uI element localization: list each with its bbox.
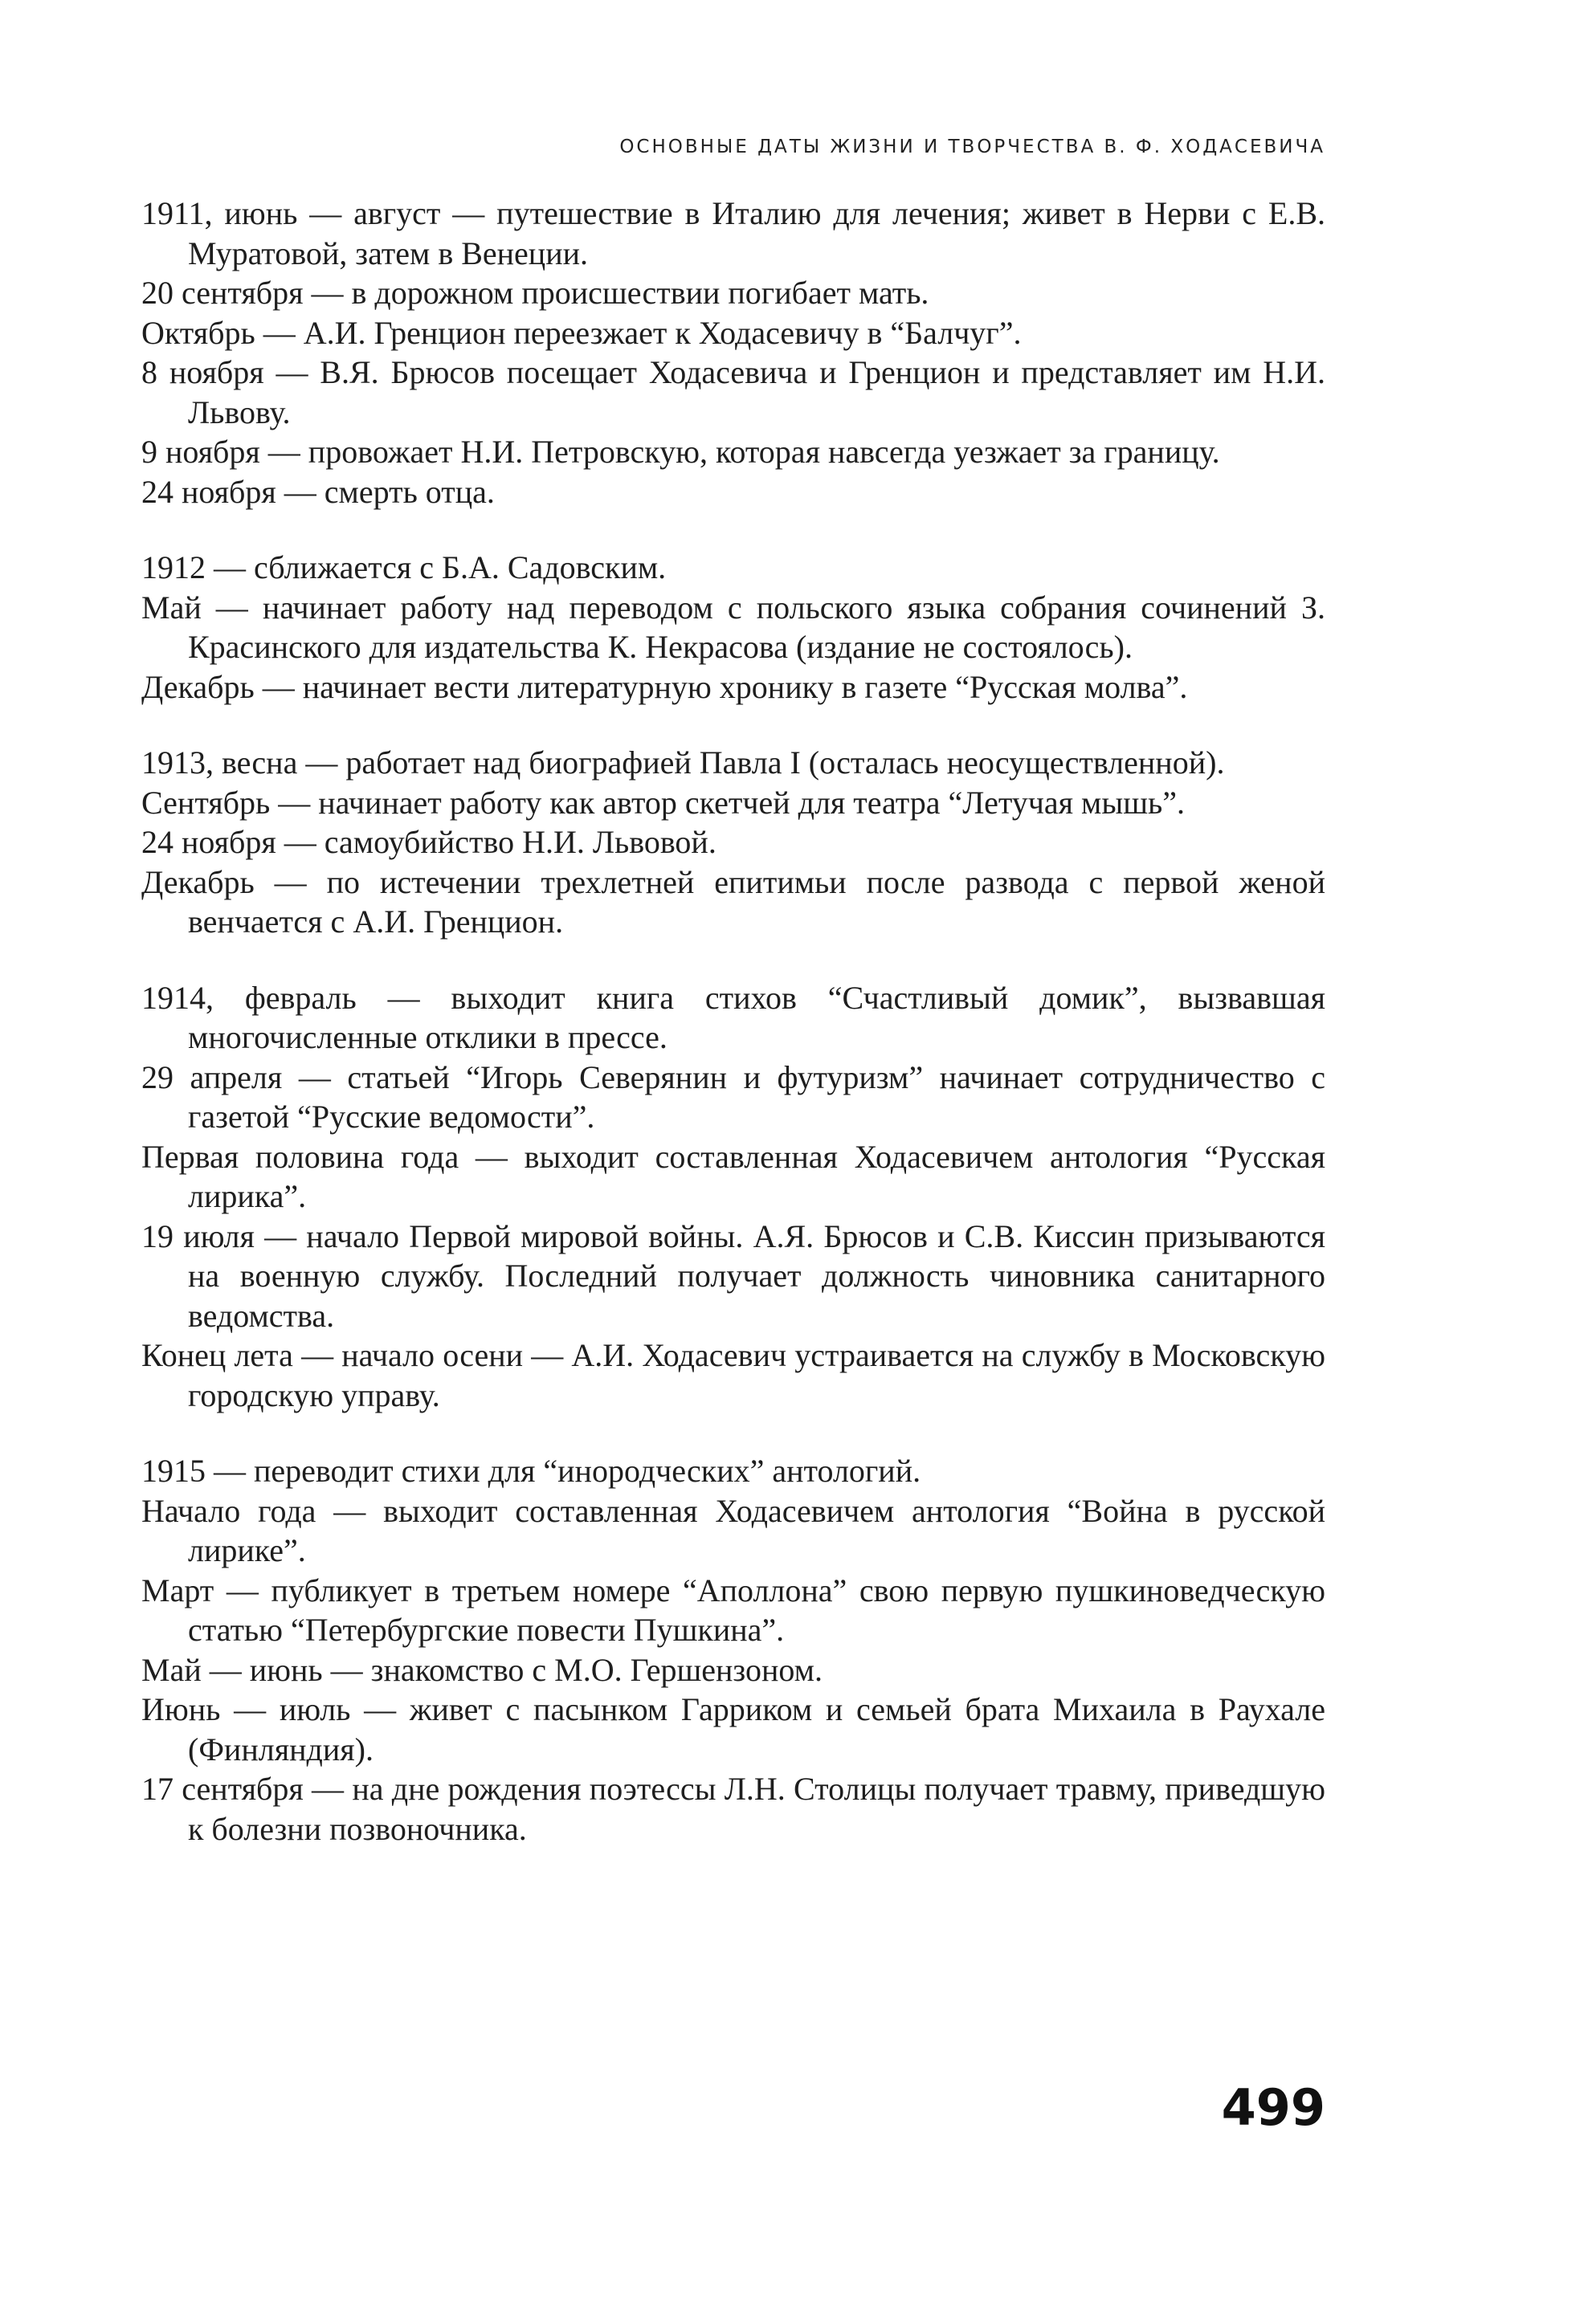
chronology-entry: Июнь — июль — живет с пасынком Гарриком и семьей брата Михаила в Раухале (Финляндия). (141, 1691, 1325, 1767)
chronology-entry: 1914, февраль — выходит книга стихов “Счастливый домик”, вызвавшая многочисленные отклики в прессе. (141, 979, 1325, 1055)
chronology-entry: Октябрь — А.И. Гренцион переезжает к Ходасевичу в “Балчуг”. (141, 314, 1022, 351)
chronology-entry: 1915 — переводит стихи для “инородческих” антологий. (141, 1453, 921, 1489)
chronology-entry: Декабрь — начинает вести литературную хронику в газете “Русская молва”. (141, 668, 1188, 705)
running-header: ОСНОВНЫЕ ДАТЫ ЖИЗНИ И ТВОРЧЕСТВА В. Ф. ХОДАСЕВИЧА (619, 137, 1325, 157)
chronology-entry: Май — июнь — знакомство с М.О. Гершензоном. (141, 1651, 823, 1688)
chronology-entry: 19 июля — начало Первой мировой войны. А.Я. Брюсов и С.В. Киссин призываются на военную службу. Последний получает должность чиновника санитарного ведомства. (141, 1217, 1325, 1334)
chronology-entry: 8 ноября — В.Я. Брюсов посещает Ходасевича и Гренцион и представляет им Н.И. Львову. (141, 354, 1325, 430)
chronology-entry: 29 апреля — статьей “Игорь Северянин и футуризм” начинает сотрудничество с газетой “Русские ведомости”. (141, 1058, 1325, 1135)
chronology-entry: 9 ноября — провожает Н.И. Петровскую, которая навсегда уезжает за границу. (141, 434, 1220, 470)
chronology-entry: 20 сентября — в дорожном происшествии погибает мать. (141, 275, 929, 311)
chronology-entry: 24 ноября — смерть отца. (141, 473, 495, 510)
chronology-entry: Май — начинает работу над переводом с польского языка собрания сочинений З. Красинского для издательства К. Некрасова (издание не состоялось). (141, 589, 1325, 665)
chronology-entry: Начало года — выходит составленная Ходасевичем антология “Война в русской лирике”. (141, 1492, 1325, 1568)
chronology-group-1911 (141, 194, 1325, 512)
chronology-entry: Конец лета — начало осени — А.И. Ходасевич устраивается на службу в Московскую городскую управу. (141, 1337, 1325, 1413)
chronology-entry: 1911, июнь — август — путешествие в Италию для лечения; живет в Нерви с Е.В. Муратовой, затем в Венеции. (141, 195, 1325, 271)
chronology-content (141, 194, 1325, 1885)
chronology-entry: Март — публикует в третьем номере “Аполлона” свою первую пушкиноведческую статью “Петербургские повести Пушкина”. (141, 1572, 1325, 1648)
chronology-group-1915 (141, 1451, 1325, 1849)
chronology-entry: 1912 — сближается с Б.А. Садовским. (141, 549, 667, 585)
chronology-entry: 24 ноября — самоубийство Н.И. Львовой. (141, 824, 716, 860)
chronology-group-1913 (141, 743, 1325, 942)
page-number: 499 (1221, 2078, 1325, 2137)
chronology-entry: 1913, весна — работает над биографией Павла I (осталась неосуществленной). (141, 744, 1225, 781)
chronology-group-1914 (141, 978, 1325, 1416)
chronology-group-1912 (141, 548, 1325, 707)
chronology-entry: 17 сентября — на дне рождения поэтессы Л.Н. Столицы получает травму, приведшую к болезни позвоночника. (141, 1771, 1325, 1847)
chronology-entry: Декабрь — по истечении трехлетней епитимьи после развода с первой женой венчается с А.И. Гренцион. (141, 863, 1325, 940)
chronology-entry: Первая половина года — выходит составленная Ходасевичем антология “Русская лирика”. (141, 1138, 1325, 1214)
chronology-entry: Сентябрь — начинает работу как автор скетчей для театра “Летучая мышь”. (141, 784, 1186, 821)
